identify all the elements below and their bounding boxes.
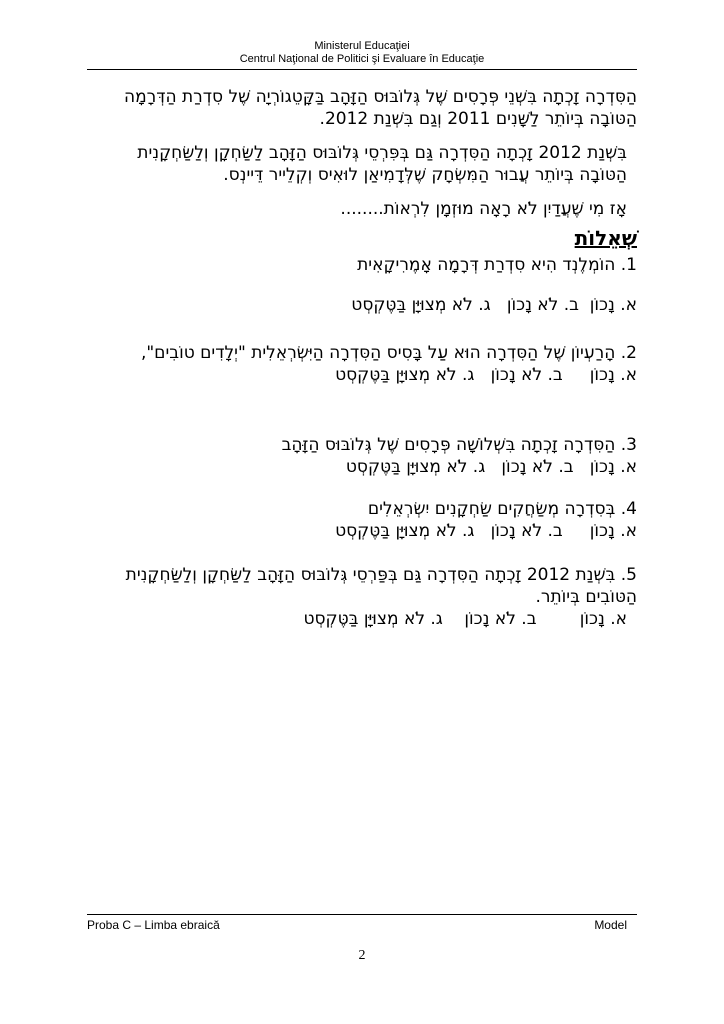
header-divider xyxy=(87,69,637,70)
answer-options: א. נָכוֹן ב. לֹא נָכוֹן ג. לֹא מְצוּיָּן בַּטֶּקְסְט xyxy=(345,457,637,477)
question-text: 1. הוֹמְלֶנְד הִיא סִדְרַת דְּרָמָה אָמֶרִיקָאִית xyxy=(357,255,637,275)
question-2 xyxy=(87,342,637,386)
questions-heading: שְׁאֵלוֹת xyxy=(574,226,637,250)
footer-divider xyxy=(87,914,637,915)
answer-options: א. נָכוֹן ב. לֹא נָכוֹן ג. לֹא מְצוּיָּן בַּטֶּקְסְט xyxy=(303,609,627,629)
paragraph-2: בִּשְׁנַת 2012 זָכְתָה הַסִּדְרָה גַּם בְּפִּרְסֵי גְּלוֹבּוּס הַזָּהָב לַשַּׂחְקָן וְלַשַּׂחְקָנִית הַטּוֹבָה בְּיוֹתֵר עֲבוּר הַמִּשְׂחָק שֶׁלְּדָמִיאַן לוּאִיס וְקְלֵייר דֵּיינְס. xyxy=(137,143,627,185)
footer-exam-name: Proba C – Limba ebraică xyxy=(87,918,220,932)
question-3 xyxy=(87,434,637,478)
question-1 xyxy=(87,254,637,316)
question-text: 2. הָרַעְיוֹן שֶׁל הַסִּדְרָה הוּא עַל בָּסִיס הַסִּדְרָה הַיִּשְׂרְאֵלִית "יְלָדִים טוֹבִים", xyxy=(140,343,637,363)
question-text: 3. הַסִּדְרָה זָכְתָה בִּשְׁלוֹשָׁה פְּרָסִים שֶׁל גְּלוֹבּוּס הַזָּהָב xyxy=(281,435,637,455)
answer-options: א. נָכוֹן ב. לֹא נָכוֹן ג. לֹא מְצוּיָּן בַּטֶּקְסְט xyxy=(335,521,637,541)
page-header xyxy=(87,40,637,66)
paragraph-3: אָז מִי שֶׁעֲדַיִן לֹא רָאָה מוּזְמָן לִרְאוֹת........ xyxy=(340,199,627,219)
page-number: 2 xyxy=(358,948,366,963)
question-4 xyxy=(87,498,637,542)
footer-model-label: Model xyxy=(594,918,627,932)
answer-options: א. נָכוֹן ב. לֹא נָכוֹן ג. לֹא מְצוּיָּן בַּטֶּקְסְט xyxy=(335,365,637,385)
answer-options: א. נָכוֹן ב. לֹא נָכוֹן ג. לֹא מְצוּיָּן בַּטֶּקְסְט xyxy=(351,295,637,315)
paragraph-1: הַסִּדְרָה זָכְתָה בִּשְׁנֵי פְּרָסִים שֶׁל גְּלוֹבּוּס הַזָּהָב בַּקָּטֵגוֹרְיָה שֶׁל סִדְרַת הַדְּרָמָה הַטּוֹבָה בְּיוֹתֵר לַשָּׁנִים 2011 וְגַם בִּשְׁנַת 2012. xyxy=(123,87,637,129)
document-body xyxy=(87,86,637,630)
header-ministry: Ministerul Educaţiei xyxy=(314,40,410,52)
header-center: Centrul Naţional de Politici şi Evaluare în Educaţie xyxy=(239,53,485,65)
question-text: 4. בְּסִדְרָה מְשַׂחֲקִים שַׂחְקָנִים יִשְׂרְאֵלִים xyxy=(367,499,637,519)
question-5 xyxy=(87,564,637,630)
question-text: 5. בִּשְׁנַת 2012 זָכְתָה הַסִּדְרָה גַּם בְּפַּרְסֵי גְּלוֹבּוּס הַזָּהָב לַשַּׂחְקָן וְלַשַּׂחְקָנִית הַטּוֹבִים בְּיוֹתֵר. xyxy=(125,565,637,607)
